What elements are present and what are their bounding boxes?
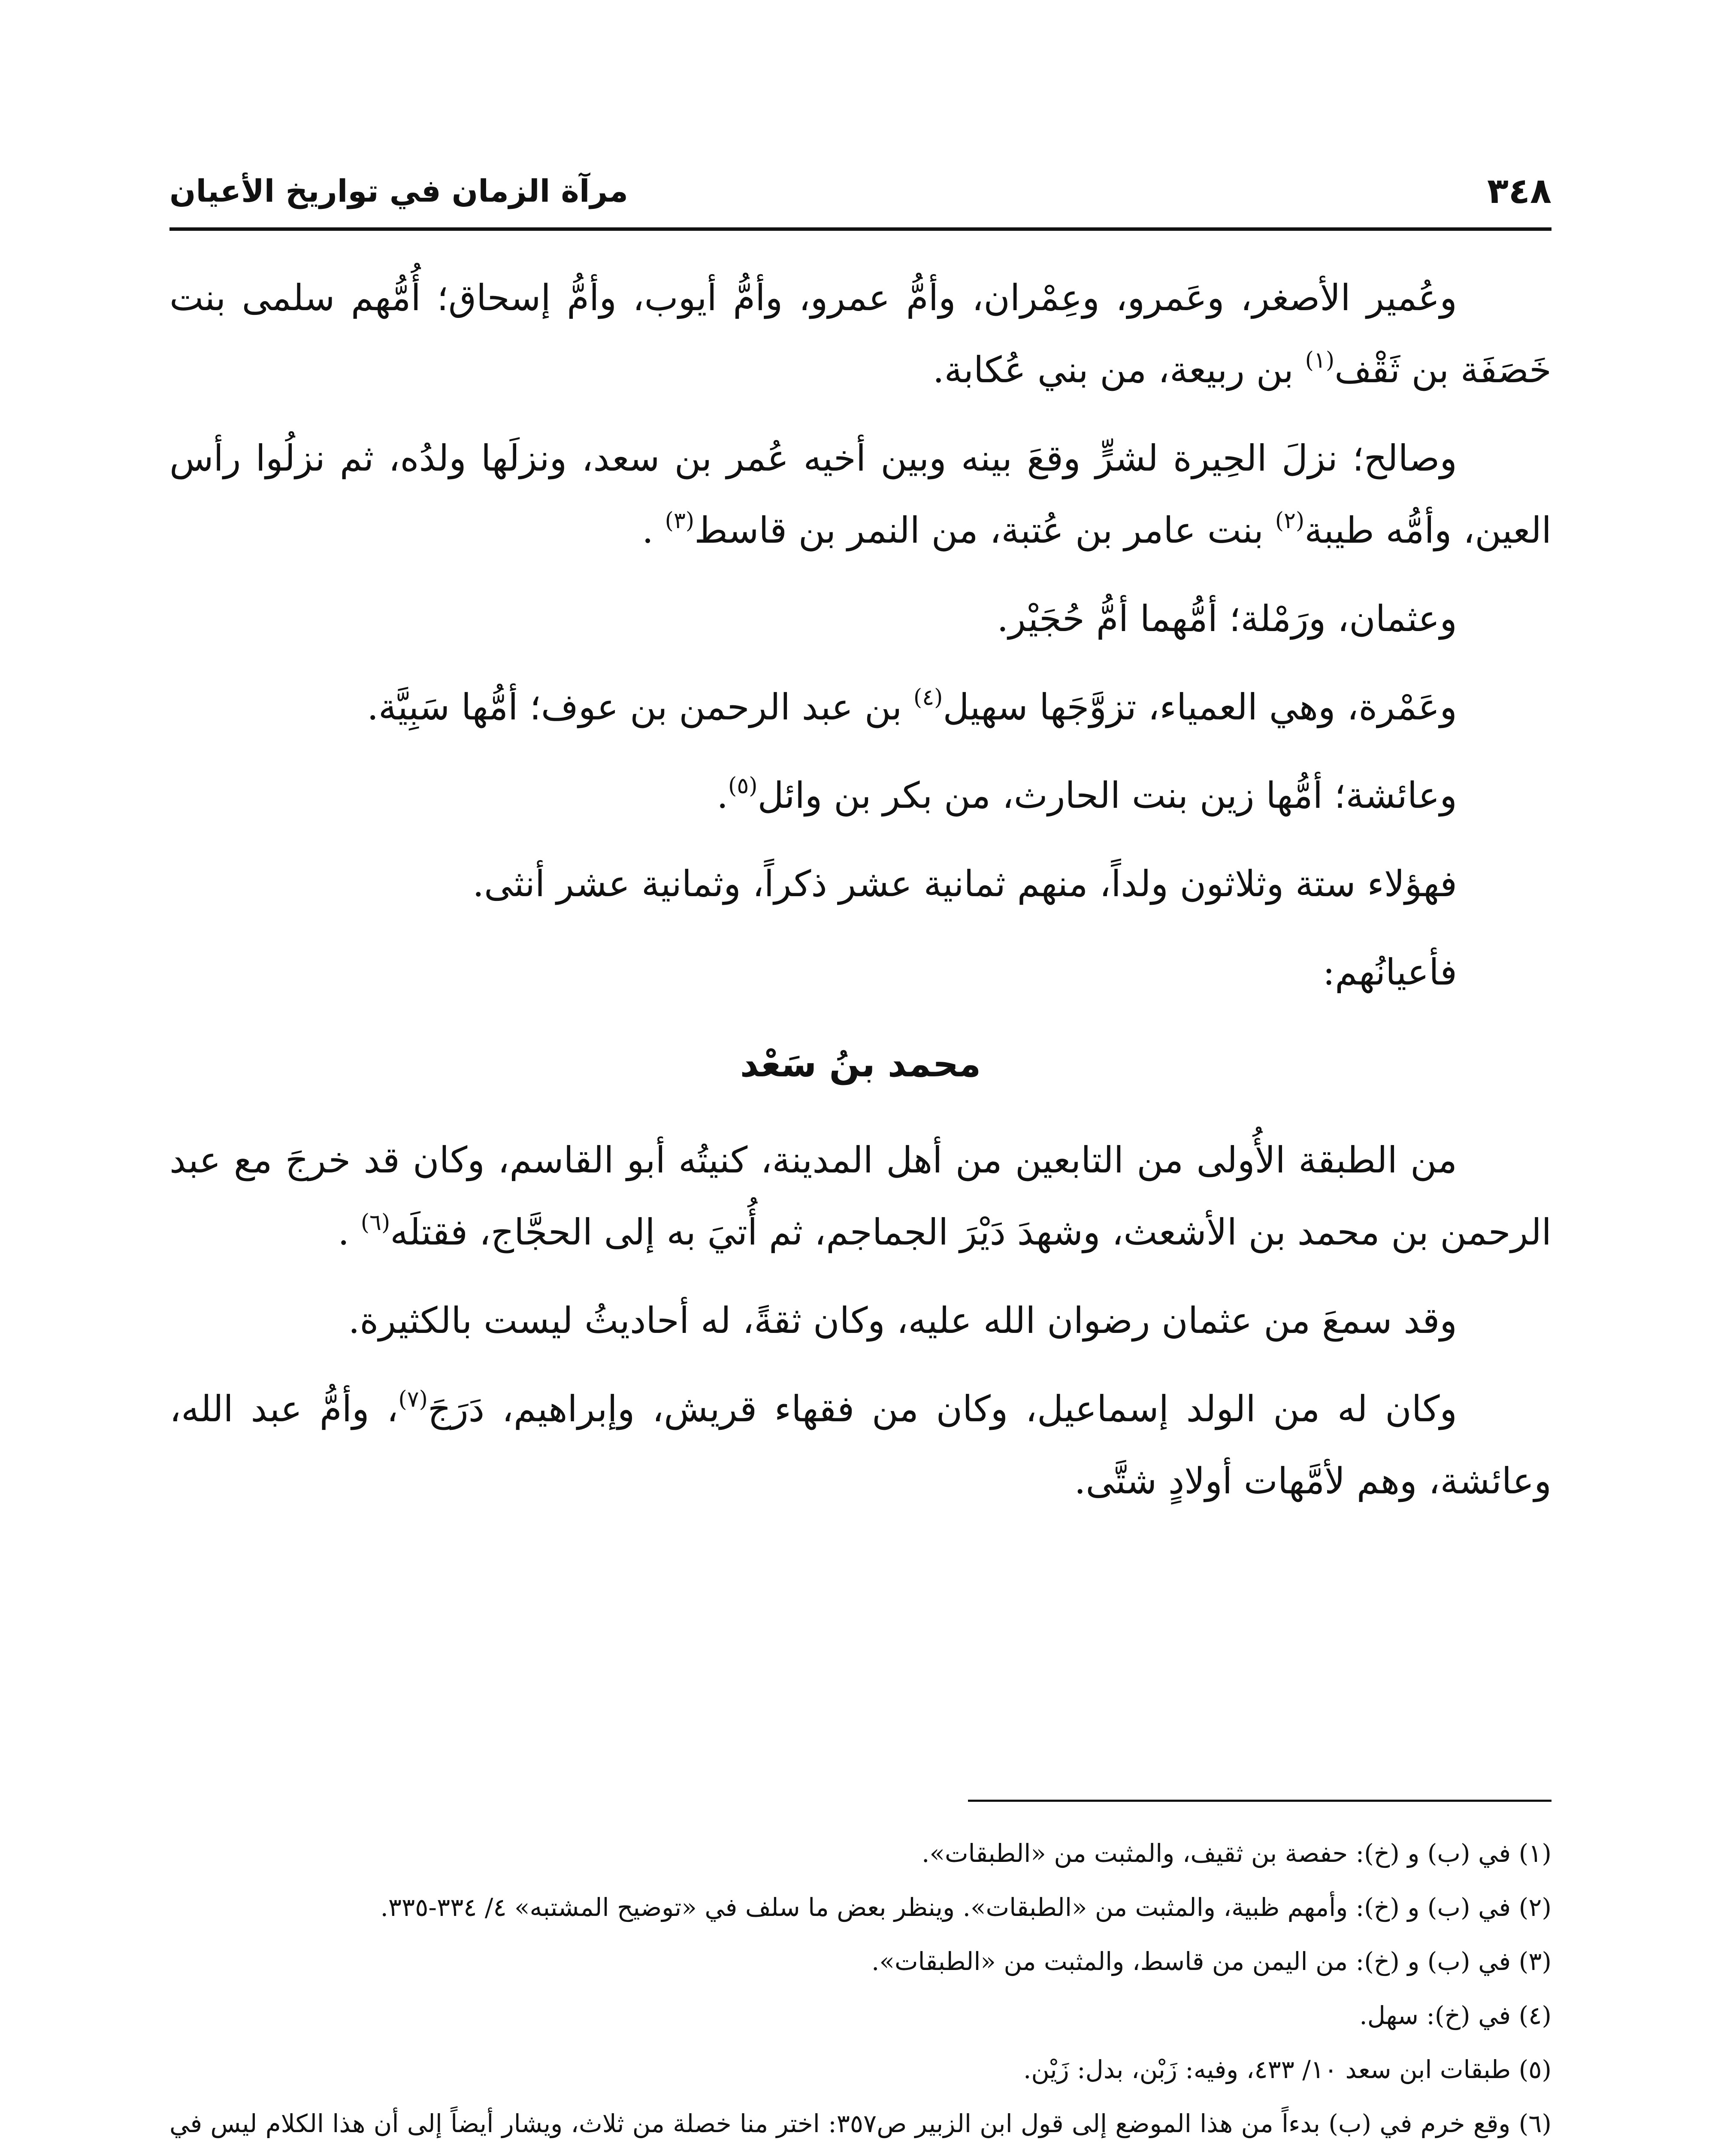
footnote-marker: (٧) [398,1387,428,1412]
footnote: (٥) طبقات ابن سعد ١٠/ ٤٣٣، وفيه: زَبْن، بدل: زَيْن. [1023,2055,1552,2084]
paragraph-text: بنت عامر بن عُتبة، من النمر بن قاسط [694,509,1264,551]
paragraph: من الطبقة الأُولى من التابعين من أهل المدينة، كنيتُه أبو القاسم، وكان قد خرجَ مع عبد الرحمن بن محمد بن الأشعث، وشهدَ دَيْرَ الجماجم، ثم أُتيَ به إلى الحجَّاج، فقتلَه$^{(٦)}$ . [169,1139,1552,1253]
paragraph: وعثمان، ورَمْلة؛ أمُّهما أمُّ حُجَيْر. [997,598,1457,640]
page-number: ٣٤٨ [1487,170,1552,211]
footnote-marker: (١) [1305,347,1335,373]
footnote-marker: (٥) [728,773,758,799]
paragraph-text: وصالح؛ نزلَ الحِيرة لشرٍّ وقعَ بينه وبين أخيه عُمر بن سعد، ونزلَها ولدُه، ثم نزلُوا رأس العين، وأمُّه طيبة [169,437,1552,551]
paragraph-text: وكان له من الولد إسماعيل، وكان من فقهاء قريش، وإبراهيم، دَرَجَ [427,1388,1457,1430]
section-heading: محمد بنُ سَعْد [740,1043,981,1085]
running-header [169,159,1552,223]
paragraph [169,262,1552,406]
paragraph: وصالح؛ نزلَ الحِيرة لشرٍّ وقعَ بينه وبين أخيه عُمر بن سعد، ونزلَها ولدُه، ثم نزلُوا رأس العين، وأمُّه طيبة$^{(٢)}$ بنت عامر بن عُتبة، من النمر بن قاسط$^{(٣)}$ . [169,437,1552,551]
footnote-rule [968,1800,1552,1802]
paragraph-text: ، وأمُّ عبد الله، وعائشة، وهم لأمَّهات أولادٍ شتَّى. [169,1388,1552,1502]
paragraph-text: من الطبقة الأُولى من التابعين من أهل المدينة، كنيتُه أبو القاسم، وكان قد خرجَ مع عبد الرحمن بن محمد بن الأشعث، وشهدَ دَيْرَ الجماجم، ثم أُتيَ به إلى الحجَّاج، فقتلَه [169,1139,1552,1253]
main-text [169,262,1552,1533]
paragraph: فأعيانُهم: [1322,951,1457,993]
paragraph: وقد سمعَ من عثمان رضوان الله عليه، وكان ثقةً، له أحاديثُ ليست بالكثيرة. [348,1299,1457,1341]
paragraph-text: بن عبد الرحمن بن عوف؛ أمُّها سَبِيَّة. [367,686,902,728]
footnote: (٦) وقع خرم في (ب) بدءاً من هذا الموضع إلى قول ابن الزبير ص٣٥٧: اختر منا خصلة من ثلاث، ويشار أيضاً إلى أن هذا الكلام ليس في [169,2109,1552,2138]
paragraph-text: بن ربيعة، من بني عُكابة. [932,349,1294,391]
footnote-marker: (٣) [665,508,695,534]
paragraph-text: وعَمْرة، وهي العمياء، تزوَّجَها سهيل [943,686,1457,728]
book-title: مرآة الزمان في تواريخ الأعيان [169,173,628,209]
footnote-marker: (٦) [360,1210,390,1236]
footnote-marker: (٤) [913,685,943,710]
paragraph-text: وعُمير الأصغر، وعَمرو، وعِمْران، وأمُّ عمرو، وأمُّ أيوب، وأمُّ إسحاق؛ أُمُّهم سلمى بنت خَصَفَة بن ثَقْف [169,277,1552,391]
footnote: (٤) في (خ): سهل. [1359,2001,1552,2030]
paragraph: وعائشة؛ أمُّها زين بنت الحارث، من بكر بن وائل$^{(٥)}$. [717,773,1457,816]
paragraph-text: وعائشة؛ أمُّها زين بنت الحارث، من بكر بن وائل [757,774,1457,816]
footnote: (٢) في (ب) و (خ): وأمهم ظبية، والمثبت من «الطبقات». وينظر بعض ما سلف في «توضيح المشتبه» ٤/ ٣٣٤-٣٣٥. [380,1893,1552,1922]
footnote-marker: (٢) [1275,508,1305,534]
footnote: (١) في (ب) و (خ): حفصة بن ثقيف، والمثبت من «الطبقات». [922,1839,1552,1868]
footnote: (٣) في (ب) و (خ): من اليمن من قاسط، والمثبت من «الطبقات». [871,1947,1552,1976]
paragraph [169,671,1552,743]
footnotes [169,1828,1552,2145]
paragraph: فهؤلاء ستة وثلاثون ولداً، منهم ثمانية عشر ذكراً، وثمانية عشر أنثى. [472,863,1457,905]
paragraph [169,1373,1552,1517]
header-rule [169,227,1552,231]
